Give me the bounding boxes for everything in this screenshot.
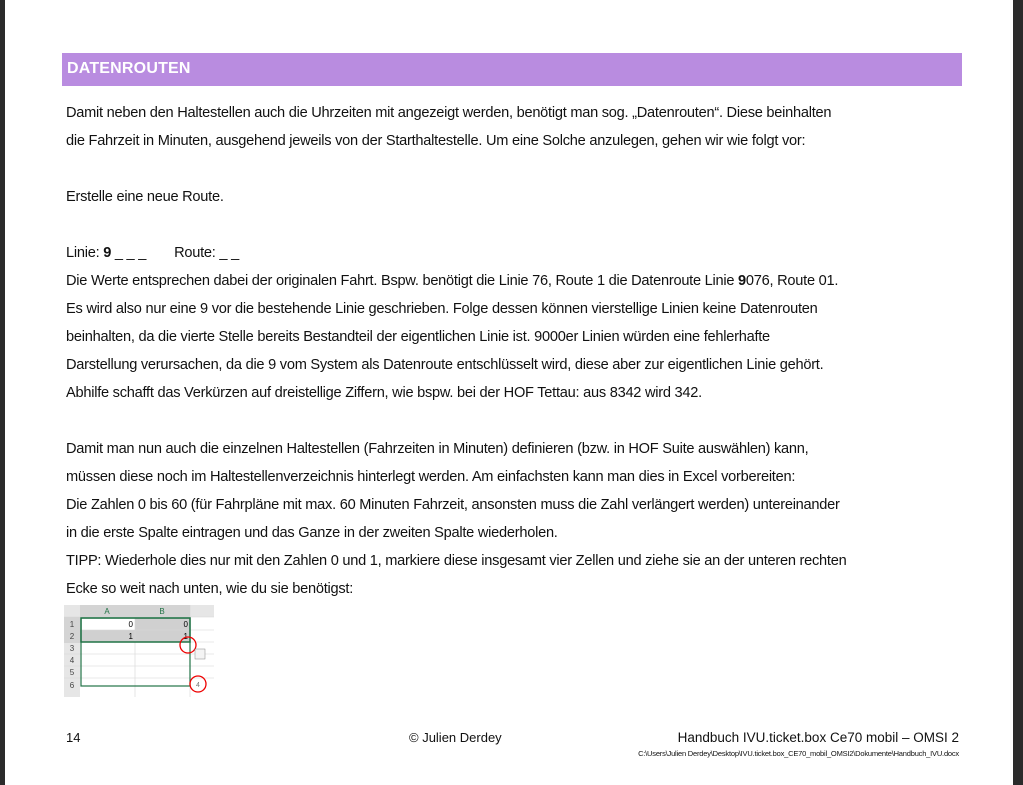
cell: 0	[128, 620, 133, 629]
heading-text: DATENROUTEN	[67, 60, 191, 77]
row-header: 2	[69, 632, 75, 641]
col-header-b: B	[159, 607, 165, 616]
excel-screenshot	[64, 605, 214, 697]
cell: 0	[183, 620, 188, 629]
footer-title: Handbuch IVU.ticket.box Ce70 mobil – OMSI 2	[677, 730, 959, 745]
paragraph-line: Abhilfe schafft das Verkürzen auf dreistellige Ziffern, wie bspw. bei der HOF Tettau: aus 8342 wird 342.	[66, 385, 702, 401]
cell: 1	[183, 632, 188, 641]
paragraph-line: Damit neben den Haltestellen auch die Uhrzeiten mit angezeigt werden, benötigt man sog. „Datenrouten“. Diese beinhalten	[66, 105, 832, 121]
paragraph-line: Die Zahlen 0 bis 60 (für Fahrpläne mit max. 60 Minuten Fahrzeit, ansonsten muss die Zahl verlängert werden) untereinander	[66, 497, 840, 513]
paragraph-line: Ecke so weit nach unten, wie du sie benötigst:	[66, 581, 354, 597]
cell: 1	[128, 632, 133, 641]
paragraph-line: Es wird also nur eine 9 vor die bestehende Linie geschrieben. Folge dessen können vierstellige Linien keine Datenrouten	[66, 301, 818, 317]
col-header-a: A	[104, 607, 110, 616]
paragraph-line: Darstellung verursachen, da die 9 vom System als Datenroute entschlüsselt wird, diese aber zur eigentlichen Linie gehört.	[66, 357, 824, 373]
linie-bold: 9	[103, 245, 112, 261]
page-number: 14	[66, 730, 81, 745]
paragraph-line: in die erste Spalte eintragen und das Ganze in der zweiten Spalte wiederholen.	[66, 525, 558, 541]
paragraph-line: Damit man nun auch die einzelnen Haltestellen (Fahrzeiten in Minuten) definieren (bzw. in HOF Suite auswählen) kann,	[66, 441, 809, 457]
window-edge-right	[1013, 0, 1023, 785]
row-header: 5	[69, 668, 75, 677]
row-header: 1	[69, 620, 75, 629]
text-segment: Die Werte entsprechen dabei der originalen Fahrt. Bspw. benötigt die Linie 76, Route 1 die Datenroute Linie	[66, 273, 739, 289]
linie-route-line	[66, 245, 239, 261]
paragraph-line: müssen diese noch im Haltestellenverzeichnis hinterlegt werden. Am einfachsten kann man dies in Excel vorbereiten:	[66, 469, 796, 485]
fill-tooltip: 4	[196, 682, 200, 689]
row-header: 6	[69, 681, 75, 690]
autofill-options-icon	[195, 649, 205, 659]
row-header: 4	[69, 656, 75, 665]
linie-rest: _ _ _	[111, 245, 147, 261]
text-segment: 076, Route 01.	[745, 273, 839, 289]
footer-author: © Julien Derdey	[409, 730, 502, 745]
route-label: Route: _ _	[174, 245, 239, 261]
footer-file-path: C:\Users\Julien Derdey\Desktop\IVU.ticket.box_CE70_mobil_OMSI2\Dokumente\Handbuch_IVU.docx	[638, 749, 959, 758]
paragraph-line: die Fahrzeit in Minuten, ausgehend jeweils von der Starthaltestelle. Um eine Solche anzulegen, gehen wir wie folgt vor:	[66, 133, 806, 149]
paragraph-line: beinhalten, da die vierte Stelle bereits Bestandteil der eigentlichen Linie ist. 9000er Linien würden eine fehlerhafte	[66, 329, 770, 345]
paragraph-line	[66, 273, 838, 289]
window-edge-left	[0, 0, 5, 785]
row-header: 3	[69, 644, 75, 653]
paragraph-line: Erstelle eine neue Route.	[66, 189, 224, 205]
paragraph-line: TIPP: Wiederhole dies nur mit den Zahlen 0 und 1, markiere diese insgesamt vier Zellen und ziehe sie an der unteren rechten	[66, 553, 847, 569]
section-heading	[62, 53, 962, 86]
linie-label: Linie:	[66, 245, 104, 261]
bold-segment: 9	[738, 273, 746, 289]
